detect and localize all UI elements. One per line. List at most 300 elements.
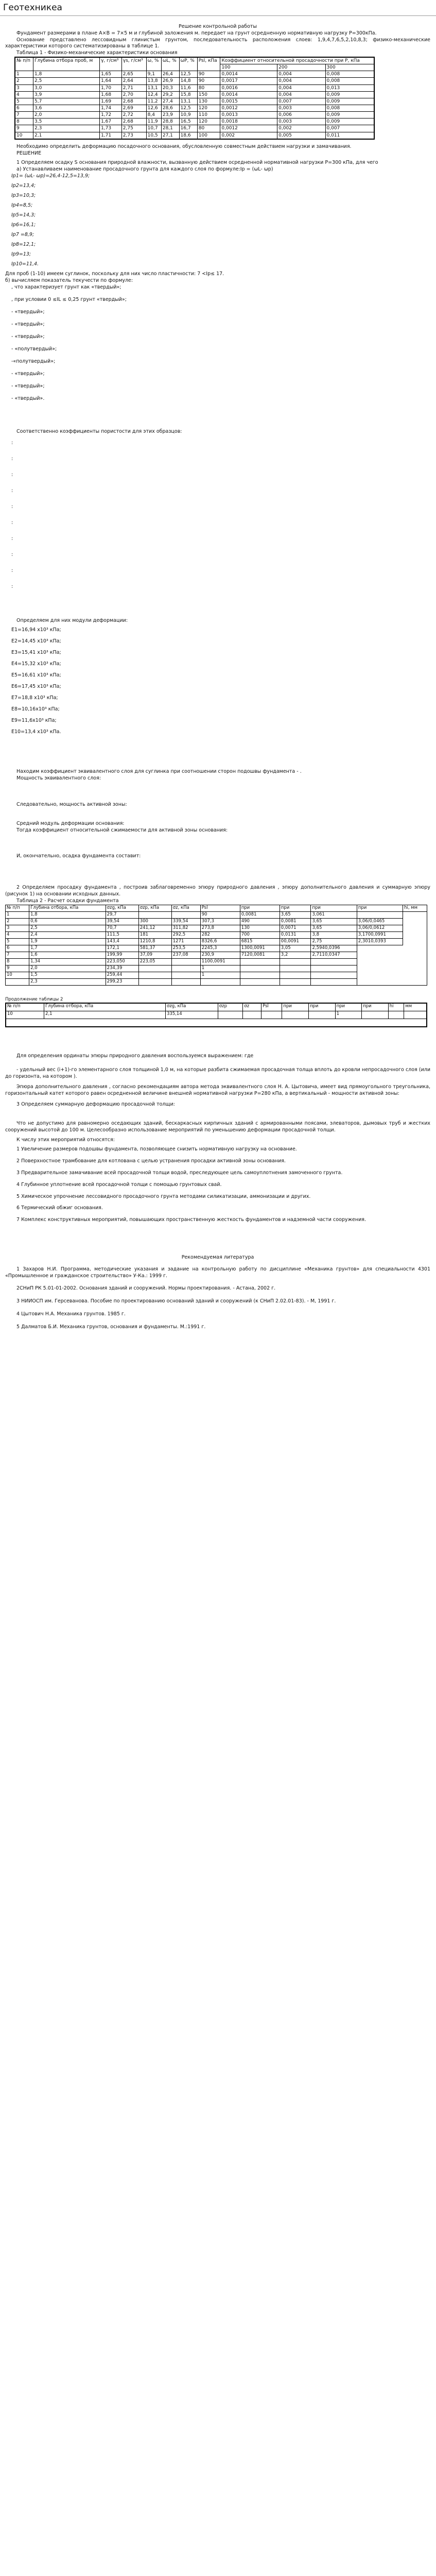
table2-cell bbox=[280, 958, 311, 965]
literature-item: 5 Далматов Б.И. Механика грунтов, основания и фундаменты. М.:1991 г. bbox=[16, 1324, 206, 1330]
table1-cell: 1 bbox=[15, 71, 33, 78]
table1-cell: 20,3 bbox=[161, 84, 179, 91]
modulus-title: Определяем для них модули деформации: bbox=[16, 618, 128, 624]
table1-cell: 90 bbox=[197, 71, 220, 78]
table1-cell: 0,004 bbox=[277, 91, 325, 98]
table2-cell bbox=[240, 965, 280, 972]
table1-cell: 8 bbox=[15, 118, 33, 125]
table2-cell: 37,09 bbox=[138, 952, 171, 958]
table2-cell: 172,1 bbox=[106, 945, 138, 952]
plasticity-item: Ip4=8,5; bbox=[11, 202, 33, 208]
table2-cell: 1,8 bbox=[29, 911, 106, 918]
state-item: - «твердый»; bbox=[11, 383, 45, 389]
table1-row bbox=[15, 112, 374, 118]
table1-cell: 12,5 bbox=[179, 71, 197, 78]
table1-row bbox=[15, 132, 374, 139]
table-settlement bbox=[5, 905, 427, 986]
table1-row bbox=[15, 71, 374, 78]
table1-cell: 2,69 bbox=[121, 105, 146, 112]
equiv-text: Находим коэффициент эквивалентного слоя для суглинка при соотношении сторон подошвы фундамента - . bbox=[16, 769, 302, 775]
table1-cell: 10,5 bbox=[146, 132, 161, 139]
table1-cell: 28,6 bbox=[161, 105, 179, 112]
measure-item: 5 Химическое упрочнение лессовидного просадочного грунта методами силикатизации, аммонизации и других. bbox=[16, 1193, 311, 1199]
plasticity-item: Ip9=13; bbox=[11, 251, 31, 257]
avgmod-text: Средний модуль деформации основания: bbox=[16, 820, 125, 826]
table3-cell bbox=[308, 1011, 335, 1019]
table2-header: hi, мм bbox=[403, 905, 427, 911]
table3-cell bbox=[362, 1011, 389, 1019]
table2-cell: 111,5 bbox=[106, 931, 138, 938]
table2-cell: 8 bbox=[6, 958, 29, 965]
table-soil-properties bbox=[14, 57, 375, 140]
table1-cell: 2,75 bbox=[121, 125, 146, 132]
table2-cell bbox=[171, 958, 200, 965]
table1-cell: 0,0014 bbox=[220, 91, 277, 98]
table3-cell: 1 bbox=[335, 1011, 362, 1019]
table3-cell: 10 bbox=[6, 1011, 44, 1019]
table1-cell: 150 bbox=[197, 91, 220, 98]
table2-cell: 241,12 bbox=[138, 925, 171, 931]
table1-row bbox=[15, 105, 374, 112]
modulus-item: E6=17,45 х10³ кПа; bbox=[11, 684, 61, 690]
table1-cell: 2,68 bbox=[121, 118, 146, 125]
plasticity-item: Ip3=10,3; bbox=[11, 193, 36, 198]
consistency-text: б) вычисляем показатель текучести по формуле: bbox=[5, 277, 133, 283]
table2-cell: 1,9 bbox=[29, 938, 106, 945]
table3-cell bbox=[218, 1011, 243, 1019]
plasticity-item: Ip2=13,4; bbox=[11, 183, 36, 189]
table2-cell: 234,39 bbox=[106, 965, 138, 972]
tail-text: - удельный вес (i+1)-го элементарного слоя толщиной 1,0 м, на которые разбита сжимаемая просадочная толща вплоть до кровли непросадочного слоя (или до горизонта, на котором ). bbox=[5, 1066, 430, 1079]
table2-cell: 0,0081 bbox=[280, 918, 311, 925]
table2-cell: 1,7 bbox=[29, 945, 106, 952]
table2-row bbox=[6, 911, 427, 918]
state-item: - «твердый»; bbox=[11, 309, 45, 315]
table2-cell: 307,3 bbox=[200, 918, 240, 925]
table2-row bbox=[6, 958, 427, 965]
table1-cell: 0,004 bbox=[277, 71, 325, 78]
table1-cell: 0,0014 bbox=[220, 71, 277, 78]
table1-header-w: ω, % bbox=[146, 57, 161, 71]
table3-cell bbox=[243, 1011, 261, 1019]
table2-cell: 2245,3 bbox=[200, 945, 240, 952]
doc-title: Решение контрольной работы bbox=[179, 24, 257, 29]
table2-cell: 259,44 bbox=[106, 972, 138, 978]
table3-header: № п/п bbox=[6, 1003, 44, 1011]
table1-cell: 0,008 bbox=[325, 105, 374, 112]
table3-header: σzp bbox=[218, 1003, 243, 1011]
paragraph-soil: Основание представлено лессовидным глинистым грунтом, последовательность расположения слоев: 1,9,4,7,6,5,2,10,8,3; физико-механические характеристики которого систематизированы в таблице 1. bbox=[5, 37, 430, 49]
table2-cell: 300 bbox=[138, 918, 171, 925]
table1-cell: 0,002 bbox=[220, 132, 277, 139]
state-item: , что характеризует грунт как «твердый»; bbox=[11, 284, 121, 290]
table2-cell: 70,7 bbox=[106, 925, 138, 931]
step1a-text: а) Устанавливаем наименование просадочного грунта для каждого слоя по формуле:Ip = (ωL- ωp) bbox=[16, 166, 273, 173]
table2-cell: 490 bbox=[240, 918, 280, 925]
measure-item: 4 Глубинное уплотнение всей просадочной толщи с помощью грунтовых свай. bbox=[16, 1181, 222, 1188]
table2-cell: 282 bbox=[200, 931, 240, 938]
table1-cell: 100 bbox=[197, 132, 220, 139]
porosity-item: : bbox=[11, 488, 13, 494]
literature-item: 2СНиП РК 5.01-01-2002. Основания зданий и сооружений. Нормы проектирования. - Астана, 2002 г. bbox=[16, 1285, 276, 1292]
table2-cell: 1,6 bbox=[29, 952, 106, 958]
table2-row bbox=[6, 952, 427, 958]
table2-cell: 2,3 bbox=[29, 978, 106, 985]
table2-cell: 3,65 bbox=[311, 918, 357, 925]
table2-cell: 3,061 bbox=[311, 911, 357, 918]
table2-cell bbox=[280, 965, 311, 972]
porosity-item: : bbox=[11, 520, 13, 526]
table1-cell: 2,71 bbox=[121, 84, 146, 91]
table1-cell: 13,8 bbox=[146, 78, 161, 84]
table2-cell bbox=[311, 972, 357, 978]
table1-cell: 130 bbox=[197, 98, 220, 105]
table3-cell bbox=[261, 1011, 282, 1019]
table2-header: при bbox=[240, 905, 280, 911]
table2-cell: 00,0091 bbox=[280, 938, 311, 945]
table2-header: Psl bbox=[200, 905, 240, 911]
table1-cell: 11,9 bbox=[146, 118, 161, 125]
table1-row bbox=[15, 84, 374, 91]
solution-heading: РЕШЕНИЕ bbox=[16, 150, 42, 156]
table2-cell: 3,1700,0991 bbox=[357, 931, 403, 938]
table2-row bbox=[6, 965, 427, 972]
table1-cell: 27,4 bbox=[161, 98, 179, 105]
table2-cell: 3,06/0,0612 bbox=[357, 925, 403, 931]
table1-cell: 1,68 bbox=[100, 91, 122, 98]
table1-cell: 0,003 bbox=[277, 118, 325, 125]
table3-header: σzg, кПа bbox=[165, 1003, 218, 1011]
table2-cell: 0,6 bbox=[29, 918, 106, 925]
table1-cell: 4 bbox=[15, 91, 33, 98]
table2-cell: 2,5940,0396 bbox=[311, 945, 357, 952]
modulus-item: E4=15,32 х10³ кПа; bbox=[11, 661, 61, 667]
table2-cell: 339,54 bbox=[171, 918, 200, 925]
table2-cell bbox=[311, 965, 357, 972]
table1-cell: 23,9 bbox=[161, 112, 179, 118]
table2-cell: 29,7 bbox=[106, 911, 138, 918]
literature-list bbox=[5, 1266, 430, 1331]
table1-cell: 3,0 bbox=[33, 84, 99, 91]
table2-cell bbox=[138, 965, 171, 972]
table2-cell: 39,54 bbox=[106, 918, 138, 925]
table2-cell bbox=[171, 911, 200, 918]
table2-cell: 230,9 bbox=[200, 952, 240, 958]
table1-cell: 3,9 bbox=[33, 91, 99, 98]
measure-item: 2 Поверхностное трамбование для котлована с целью устранения просадки активной зоны основания. bbox=[16, 1158, 286, 1164]
table1-cell: 1,72 bbox=[100, 112, 122, 118]
table2-cell: 253,5 bbox=[171, 945, 200, 952]
table2-cell: 2,0 bbox=[29, 965, 106, 972]
table1-header-p300: 300 bbox=[325, 64, 374, 71]
table1-cell: 11,2 bbox=[146, 98, 161, 105]
moduli-list bbox=[5, 624, 430, 738]
table2-row bbox=[6, 925, 427, 931]
settle-text: И, окончательно, осадка фундамента составит: bbox=[16, 853, 141, 859]
table1-cell: 80 bbox=[197, 84, 220, 91]
modulus-item: E5=16,61 х10³ кПа; bbox=[11, 672, 61, 679]
table2-cell: 130 bbox=[240, 925, 280, 931]
table1-cell: 0,0018 bbox=[220, 118, 277, 125]
table2-caption: Таблица 2 - Расчет осадки фундамента bbox=[16, 897, 119, 904]
plasticity-item: Ip7 =8,9; bbox=[11, 232, 34, 238]
table1-cell: 10 bbox=[15, 132, 33, 139]
table2-cell: 2 bbox=[6, 918, 29, 925]
table2-row bbox=[6, 918, 427, 925]
table2-cell: 5 bbox=[6, 938, 29, 945]
table1-cell: 1,73 bbox=[100, 125, 122, 132]
table1-header-gamma-s: γs, г/см³ bbox=[121, 57, 146, 71]
plasticity-item: Ip8=12,1; bbox=[11, 242, 36, 247]
table1-cell: 1,71 bbox=[100, 132, 122, 139]
table1-cell: 120 bbox=[197, 118, 220, 125]
table1-cell: 10,7 bbox=[146, 125, 161, 132]
table2-cell: 4 bbox=[6, 931, 29, 938]
table1-header-psl: Psl, кПа bbox=[197, 57, 220, 71]
table1-cell: 120 bbox=[197, 105, 220, 112]
table2-cell: 1 bbox=[200, 972, 240, 978]
table2-cell: 0,0131 bbox=[280, 931, 311, 938]
table1-cell: 2,0 bbox=[33, 112, 99, 118]
table1-cell: 1,8 bbox=[33, 71, 99, 78]
table2-cell: 1100,0091 bbox=[200, 958, 240, 965]
table1-cell: 12,4 bbox=[146, 91, 161, 98]
table-settlement-continued bbox=[5, 1003, 427, 1027]
table2-cell: 8326,6 bbox=[200, 938, 240, 945]
table2-cell: 2,75 bbox=[311, 938, 357, 945]
table2-cell bbox=[280, 978, 311, 985]
tail-text: К числу этих мероприятий относятся: bbox=[16, 1137, 115, 1143]
table2-cell: 0,0071 bbox=[280, 925, 311, 931]
porosity-text: Соответственно коэффициенты пористости для этих образцов: bbox=[16, 428, 182, 434]
table1-cell: 0,013 bbox=[325, 84, 374, 91]
table1-cell: 0,009 bbox=[325, 91, 374, 98]
table3-header: при bbox=[362, 1003, 389, 1011]
table2-row bbox=[6, 945, 427, 952]
table2-cell: 223,05 bbox=[138, 958, 171, 965]
table1-cell: 11,6 bbox=[179, 84, 197, 91]
table2-cell bbox=[240, 978, 280, 985]
table3-header: при bbox=[282, 1003, 309, 1011]
table1-caption: Таблица 1 - Физико-механические характеристики основания bbox=[16, 50, 178, 56]
table1-cell: 0,008 bbox=[325, 71, 374, 78]
table1-cell: 110 bbox=[197, 112, 220, 118]
porosity-list bbox=[5, 435, 430, 605]
table1-cell: 2,70 bbox=[121, 91, 146, 98]
table1-row bbox=[15, 118, 374, 125]
table2-cell: 1300,0091 bbox=[240, 945, 280, 952]
table2-cell bbox=[171, 972, 200, 978]
table2-cell: 2,5 bbox=[29, 925, 106, 931]
table1-cell: 8,4 bbox=[146, 112, 161, 118]
porosity-item: : bbox=[11, 536, 13, 542]
modulus-item: E9=11,6х10³ кПа; bbox=[11, 718, 57, 724]
measure-item: 1 Увеличение размеров подошвы фундамента, позволяющее снизить нормативную нагрузку на основание. bbox=[16, 1146, 297, 1153]
table1-cell: 15,8 bbox=[179, 91, 197, 98]
table1-cell: 0,007 bbox=[277, 98, 325, 105]
table1-cell: 0,004 bbox=[277, 78, 325, 84]
table2-cell bbox=[138, 978, 171, 985]
table1-cell: 0,0017 bbox=[220, 78, 277, 84]
table2-cell: 299,23 bbox=[106, 978, 138, 985]
modulus-item: E1=16,94 х10³ кПа; bbox=[11, 627, 61, 633]
table2-cell: 9 bbox=[6, 965, 29, 972]
table1-cell: 2,65 bbox=[121, 71, 146, 78]
table1-cell: 2,3 bbox=[33, 125, 99, 132]
table2-cell: 2,4 bbox=[29, 931, 106, 938]
measures-list bbox=[5, 1146, 430, 1224]
table1-cell: 12,5 bbox=[179, 105, 197, 112]
table1-cell: 5 bbox=[15, 98, 33, 105]
table3-header: при bbox=[308, 1003, 335, 1011]
table2-cell bbox=[240, 972, 280, 978]
tail-text: Для определения ординаты эпюры природного давления воспользуемся выражением: где bbox=[16, 1053, 254, 1059]
active-text: Следовательно, мощность активной зоны: bbox=[16, 801, 127, 807]
literature-item: 3 НИИОСП им. Герсеванова. Пособие по проектированию оснований зданий и сооружений (к СНиП 2.02.01-83). - М, 1991 г. bbox=[16, 1298, 336, 1304]
document-body bbox=[0, 19, 435, 1337]
table3-cell bbox=[404, 1011, 427, 1019]
state-item: -«полутвердый»; bbox=[11, 358, 56, 364]
table1-header-num: № п/п bbox=[15, 57, 33, 71]
table2-cell: 3,06/0,0465 bbox=[357, 918, 403, 925]
table1-cell: 18,6 bbox=[179, 132, 197, 139]
table1-cell: 2,73 bbox=[121, 132, 146, 139]
table2-header: Глубина отбора, кПа bbox=[29, 905, 106, 911]
table2-cell: 181 bbox=[138, 931, 171, 938]
table1-cell: 0,0015 bbox=[220, 98, 277, 105]
table1-cell: 2,5 bbox=[33, 78, 99, 84]
table3-cell bbox=[388, 1011, 404, 1019]
table1-cell: 29,2 bbox=[161, 91, 179, 98]
table2-cell bbox=[311, 958, 357, 965]
table1-cell: 0,009 bbox=[325, 112, 374, 118]
table2-cell bbox=[357, 911, 403, 918]
table2-cell: 1 bbox=[200, 965, 240, 972]
table1-cell: 0,009 bbox=[325, 118, 374, 125]
table2-cell: 1,5 bbox=[29, 972, 106, 978]
table3-header: σz bbox=[243, 1003, 261, 1011]
table2-cell: 1210,8 bbox=[138, 938, 171, 945]
table1-cell: 16,7 bbox=[179, 125, 197, 132]
table1-cell: 0,003 bbox=[277, 105, 325, 112]
state-item: - «твердый»; bbox=[11, 333, 45, 340]
table1-cell: 0,0012 bbox=[220, 105, 277, 112]
table2-cell: 90 bbox=[200, 911, 240, 918]
table2-cell: 199,99 bbox=[106, 952, 138, 958]
porosity-item: : bbox=[11, 440, 13, 446]
table3-header: hi bbox=[388, 1003, 404, 1011]
porosity-item: : bbox=[11, 552, 13, 558]
table1-cell: 9 bbox=[15, 125, 33, 132]
table2-cell bbox=[311, 978, 357, 985]
table3-header: при bbox=[335, 1003, 362, 1011]
table3-cell bbox=[282, 1011, 309, 1019]
table2-cell bbox=[280, 972, 311, 978]
table3-empty-row bbox=[6, 1019, 427, 1027]
table2-cell: 143,4 bbox=[106, 938, 138, 945]
table2-cell: 3,2 bbox=[280, 952, 311, 958]
table3-header: мм bbox=[404, 1003, 427, 1011]
table1-cell: 0,009 bbox=[325, 98, 374, 105]
table1-cell: 5,7 bbox=[33, 98, 99, 105]
table1-cell: 0,005 bbox=[277, 132, 325, 139]
table2-header: при bbox=[357, 905, 403, 911]
table2-cell: 237,08 bbox=[171, 952, 200, 958]
table2-cell: 10 bbox=[6, 972, 29, 978]
table2-header: σzp, кПа bbox=[138, 905, 171, 911]
table3-caption: Продолжение таблицы 2 bbox=[5, 996, 63, 1002]
table2-header: при bbox=[311, 905, 357, 911]
plasticity-item: Ip6=16,1; bbox=[11, 222, 36, 228]
table2-cell: 6 bbox=[6, 945, 29, 952]
table2-cell: 700 bbox=[240, 931, 280, 938]
table1-cell: 0,006 bbox=[277, 112, 325, 118]
table2-cell: 3,65 bbox=[280, 911, 311, 918]
table2-header: σzg, кПа bbox=[106, 905, 138, 911]
table1-cell: 28,8 bbox=[161, 118, 179, 125]
state-item: , при условии 0 ≤IL ≤ 0,25 грунт «твердый»; bbox=[11, 296, 127, 302]
tail-text: Эпюра дополнительного давления , согласно рекомендациям автора метода эквивалентного слоя Н. А. Цытовича, имеет вид прямоугольного треугольника, горизонтальный катет которого равен осредненной величине внешней нормативной нагрузки Р=280 кПа, а вертикальный - мощности активной зоны: bbox=[5, 1084, 430, 1097]
table1-cell: 90 bbox=[197, 78, 220, 84]
table1-cell: 13,1 bbox=[179, 98, 197, 105]
literature-item: 4 Цытович Н.А. Механика грунтов. 1985 г. bbox=[16, 1311, 126, 1317]
table2-cell: 3,05 bbox=[280, 945, 311, 952]
table1-cell: 0,007 bbox=[325, 125, 374, 132]
table1-cell: 1,64 bbox=[100, 78, 122, 84]
table2-cell: 0,0081 bbox=[240, 911, 280, 918]
table2-cell: 311,82 bbox=[171, 925, 200, 931]
table2-cell: 1 bbox=[6, 911, 29, 918]
site-header bbox=[0, 0, 436, 16]
power-text: Мощность эквивалентного слоя: bbox=[16, 775, 101, 782]
table1-cell: 1,69 bbox=[100, 98, 122, 105]
modulus-item: E2=14,45 х10³ кПа; bbox=[11, 638, 61, 645]
table2-cell bbox=[6, 978, 29, 985]
tail-text: 3 Определяем суммарную деформацию просадочной толщи: bbox=[16, 1101, 175, 1108]
table1-cell: 6 bbox=[15, 105, 33, 112]
table2-row bbox=[6, 938, 427, 945]
step2-text: 2 Определяем просадку фундамента , построив заблаговременно эпюру природного давления , эпюру дополнительного давления и суммарную эпюру (рисунок 1) на основании исходных данных. bbox=[5, 885, 430, 897]
table1-row bbox=[15, 91, 374, 98]
table1-cell: 0,0012 bbox=[220, 125, 277, 132]
table2-cell: 3,65 bbox=[311, 925, 357, 931]
table1-cell: 0,004 bbox=[277, 84, 325, 91]
table1-cell: 1,74 bbox=[100, 105, 122, 112]
table1-cell: 0,0013 bbox=[220, 112, 277, 118]
table1-cell: 0,002 bbox=[277, 125, 325, 132]
layers-text: Для проб (1-10) имеем суглинок, поскольку для них число пластичности: 7 <Ip≤ 17. bbox=[5, 271, 224, 277]
table2-cell: 7120,0081 bbox=[240, 952, 280, 958]
table1-cell: 0,011 bbox=[325, 132, 374, 139]
porosity-item: : bbox=[11, 568, 13, 574]
table1-header-p200: 200 bbox=[277, 64, 325, 71]
state-item: - «твердый»; bbox=[11, 321, 45, 327]
table1-cell: 28,1 bbox=[161, 125, 179, 132]
table2-row bbox=[6, 978, 427, 985]
table3-header: Глубина отбора, кПа bbox=[44, 1003, 166, 1011]
table2-cell: 7 bbox=[6, 952, 29, 958]
table2-cell: 1,34 bbox=[29, 958, 106, 965]
table2-cell: 581,37 bbox=[138, 945, 171, 952]
table1-cell: 26,9 bbox=[161, 78, 179, 84]
table1-cell: 2,1 bbox=[33, 132, 99, 139]
measure-item: 7 Комплекс конструктивных мероприятий, повышающих пространственную жесткость фундаментов и надземной части сооружения. bbox=[16, 1217, 367, 1223]
site-title[interactable]: Геотехникеа bbox=[3, 2, 62, 13]
table1-cell: 0,008 bbox=[325, 78, 374, 84]
table1-cell: 27,1 bbox=[161, 132, 179, 139]
table1-cell: 26,4 bbox=[161, 71, 179, 78]
step1-text: 1 Определяем осадку S основания природной влажности, вызванную действием осредненной нормативной нагрузки Р=300 кПа, для чего bbox=[16, 160, 378, 166]
